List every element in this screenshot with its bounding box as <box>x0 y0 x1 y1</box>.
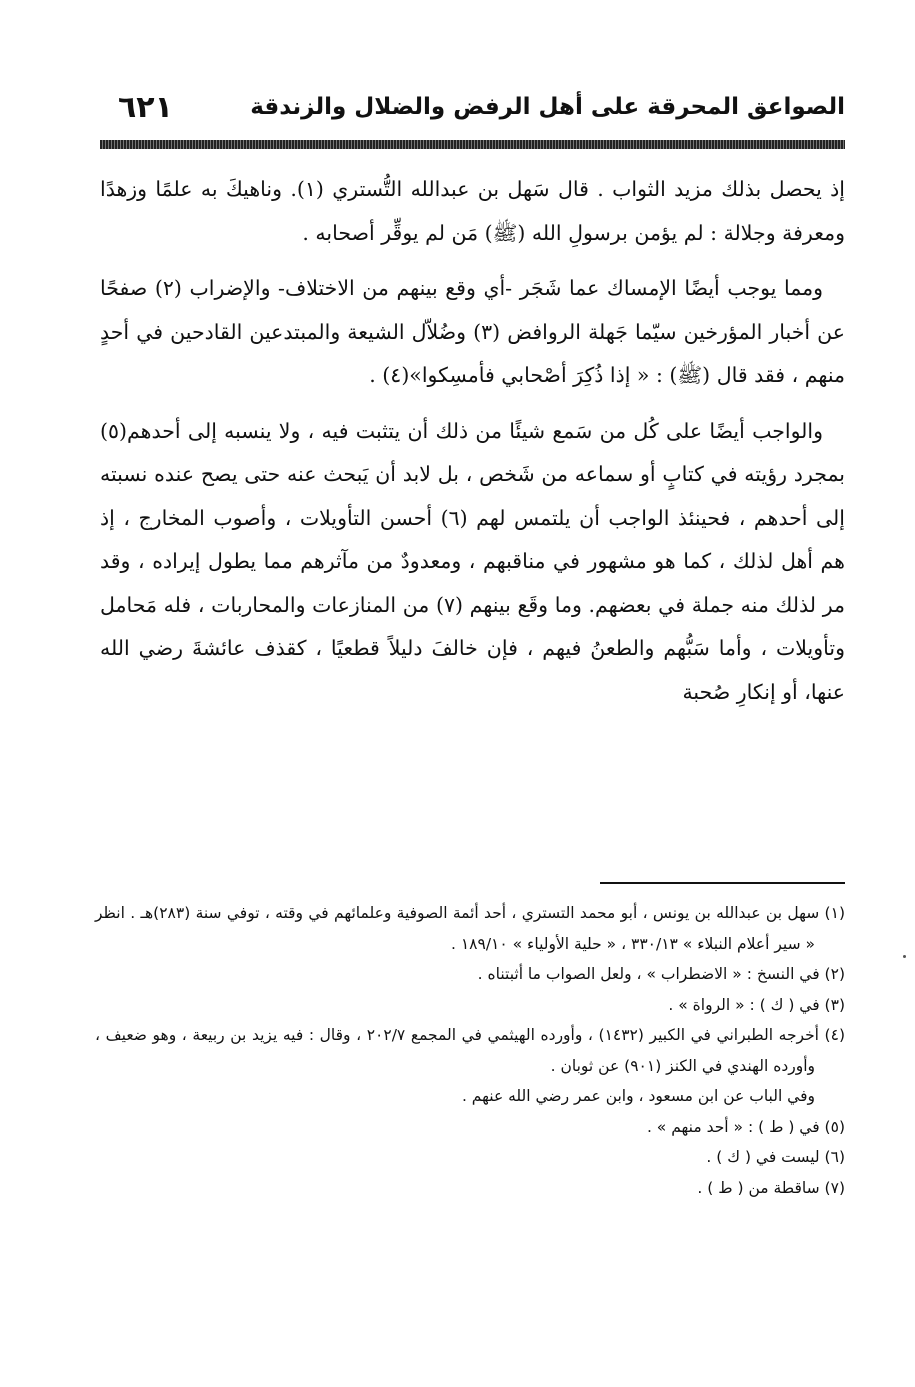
running-header <box>100 90 845 132</box>
footnote-3: (٣) في ( ك ) : « الرواة » . <box>668 995 845 1014</box>
paragraph: إذ يحصل بذلك مزيد الثواب . قال سَهل بن عبدالله التُّستري (١). وناهيكَ به علمًا وزهدًا ومعرفة وجلالة : لم يؤمن برسولِ الله (ﷺ) مَن لم يوقِّر أصحابه . <box>100 177 845 245</box>
footnote-7: (٧) ساقطة من ( ط ) . <box>697 1178 845 1197</box>
scan-speck <box>903 955 906 958</box>
footnote-4: (٤) أخرجه الطبراني في الكبير (١٤٣٢) ، وأورده الهيثمي في المجمع ٢٠٢/٧ ، وقال : فيه يزيد بن ربيعة ، وهو ضعيف ، وأورده الهندي في الكنز (٩٠١) عن ثوبان . <box>95 1026 845 1075</box>
footnote-2: (٢) في النسخ : « الاضطراب » ، ولعل الصواب ما أثبتناه . <box>477 965 845 983</box>
page-number: ٦٢١ <box>118 90 173 125</box>
header-rule <box>100 140 845 149</box>
paragraph: والواجب أيضًا على كُل من سَمع شيئًا من ذلك أن يتثبت فيه ، ولا ينسبه إلى أحدهم(٥) بمجرد رؤيته في كتابٍ أو سماعه من شَخص ، بل لابد أن يَبحث عنه حتى يصح عنده نسبته إلى أحدهم ، فحينئذ الواجب أن يلتمس لهم (٦) أحسن التأويلات ، وأصوب المخارج ، إذ هم أهل لذلك ، كما هو مشهور في مناقبهم ، ومعدودٌ من مآثرهم مما يطول إيراده ، وقد مر لذلك منه جملة في بعضهم. وما وقَع بينهم (٧) من المنازعات والمحاربات ، فله مَحامل وتأويلات ، وأما سَبُّهم والطعنُ فيهم ، فإن خالفَ دليلاً قطعيًا ، كقذف عائشةَ رضي الله عنها، أو إنكارِ صُحبة <box>100 418 845 704</box>
footnote-separator <box>600 882 845 884</box>
footnotes <box>95 898 845 1203</box>
footnote-6: (٦) ليست في ( ك ) . <box>706 1148 845 1166</box>
main-text <box>100 168 845 714</box>
footnote-4-continuation: وفي الباب عن ابن مسعود ، وابن عمر رضي الله عنهم . <box>461 1087 815 1105</box>
footnote-5: (٥) في ( ط ) : « أحد منهم » . <box>646 1117 845 1136</box>
footnote-1: (١) سهل بن عبدالله بن يونس ، أبو محمد التستري ، أحد أئمة الصوفية وعلمائهم في وقته ، توفي سنة (٢٨٣)هـ . انظر « سير أعلام النبلاء » ٣٣٠/١٣ ، « حلية الأولياء » ١٨٩/١٠ . <box>95 904 845 953</box>
paragraph: ومما يوجب أيضًا الإمساك عما شَجَر -أي وقع بينهم من الاختلاف- والإضراب (٢) صفحًا عن أخبار المؤرخين سيّما جَهلة الروافض (٣) وضُلاّل الشيعة والمبتدعين القادحين في أحدٍ منهم ، فقد قال (ﷺ) : « إذا ذُكِرَ أصْحابي فأمسِكوا»(٤) . <box>100 276 845 387</box>
running-title: الصواعق المحرقة على أهل الرفض والضلال والزندقة <box>250 94 845 120</box>
